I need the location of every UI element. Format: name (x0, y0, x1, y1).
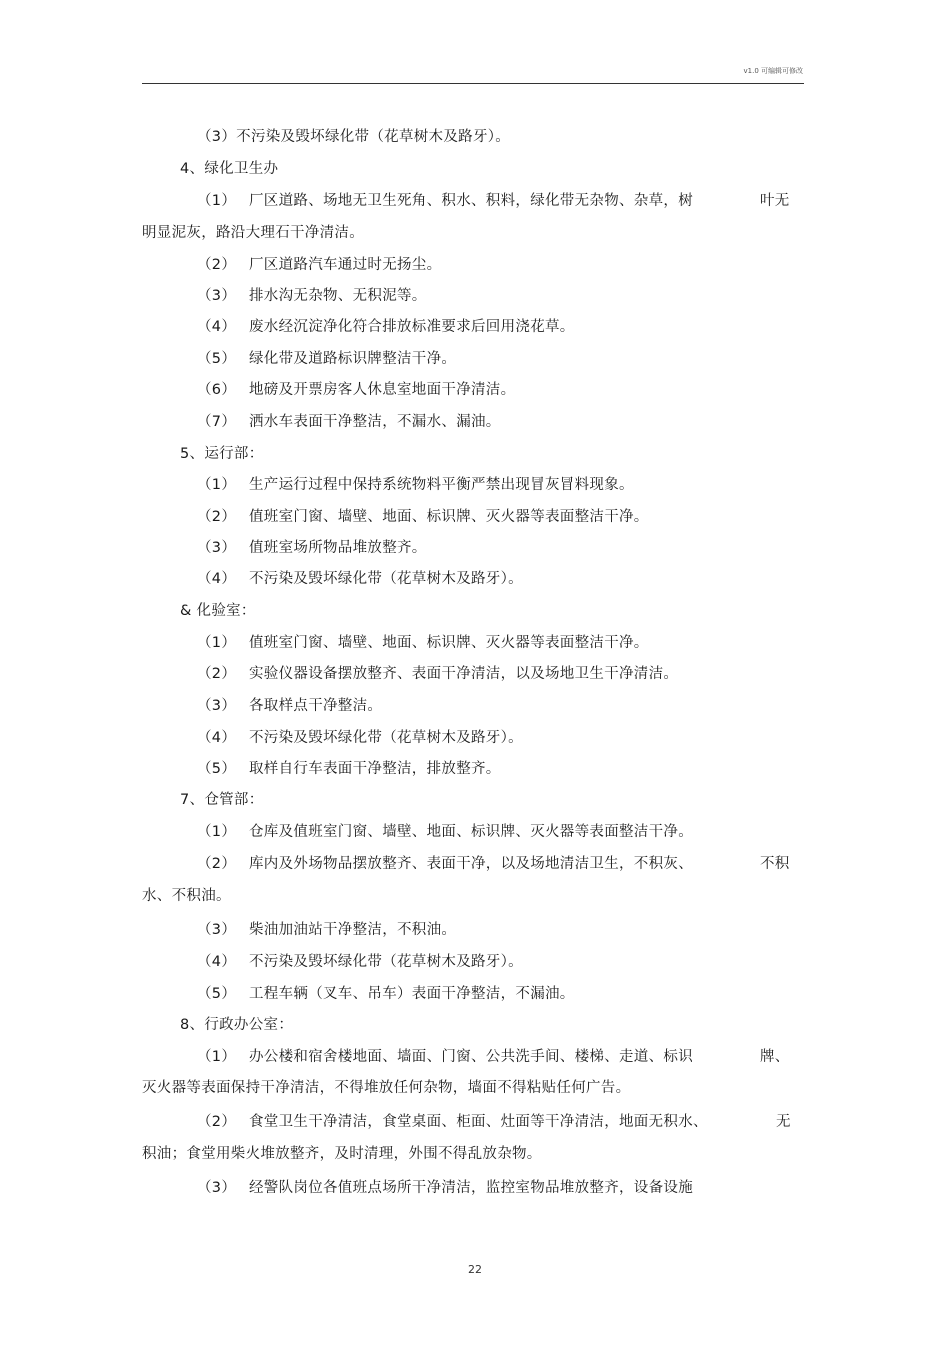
item-text: 洒水车表面干净整洁，不漏水、漏油。 (249, 414, 501, 430)
list-item (197, 921, 456, 939)
list-item (197, 350, 456, 368)
item-text: 不污染及毁坏绿化带（花草树木及路牙）。 (249, 954, 523, 970)
item-text-continuation: 水、不积油。 (142, 888, 231, 904)
page-number: 22 (468, 1263, 482, 1276)
item-text: 值班室门窗、墙壁、地面、标识牌、灭火器等表面整洁干净。 (249, 509, 649, 525)
list-item (197, 729, 523, 747)
item-number: （4） (197, 571, 237, 587)
item-number: （3） (197, 922, 237, 938)
list-item (197, 381, 515, 399)
section-heading: 8、行政办公室： (180, 1017, 294, 1033)
list-item (197, 539, 427, 557)
section-heading: 5、运行部： (180, 446, 264, 462)
item-number: （3） (197, 540, 237, 556)
item-text: 值班室场所物品堆放整齐。 (249, 540, 427, 556)
list-item (197, 1113, 708, 1131)
item-number: （2） (197, 1114, 237, 1130)
item-text: 工程车辆（叉车、吊车）表面干净整洁，不漏油。 (249, 986, 575, 1002)
item-number: （1） (197, 1049, 237, 1065)
item-text: 值班室门窗、墙壁、地面、标识牌、灭火器等表面整洁干净。 (249, 635, 649, 651)
item-number: （1） (197, 477, 237, 493)
list-item (197, 192, 693, 210)
section-heading: & 化验室： (180, 603, 256, 619)
item-text: 办公楼和宿舍楼地面、墙面、门窗、公共洗手间、楼梯、走道、标识 (249, 1049, 693, 1065)
item-text: 不污染及毁坏绿化带（花草树木及路牙）。 (236, 129, 511, 145)
list-item (197, 634, 649, 652)
item-text: 经警队岗位各值班点场所干净清洁，监控室物品堆放整齐，设备设施 (249, 1180, 693, 1196)
item-number: （5） (197, 351, 237, 367)
list-item (197, 823, 693, 841)
item-text: 实验仪器设备摆放整齐、表面干净清洁，以及场地卫生干净清洁。 (249, 666, 679, 682)
list-item (197, 760, 501, 778)
list-item (197, 287, 427, 305)
list-item (197, 413, 501, 431)
header-version-text: v1.0 可编辑可修改 (743, 67, 803, 75)
item-text-tail: 不积 (760, 856, 790, 872)
item-number: （3） (197, 129, 237, 145)
section-heading: 4、绿化卫生办 (180, 161, 279, 177)
item-text: 地磅及开票房客人休息室地面干净清洁。 (249, 382, 516, 398)
item-number: （2） (197, 257, 237, 273)
list-item (197, 570, 523, 588)
item-number: （5） (197, 761, 237, 777)
item-text-continuation: 灭火器等表面保持干净清洁，不得堆放任何杂物，墙面不得粘贴任何广告。 (142, 1080, 631, 1096)
item-text: 各取样点干净整洁。 (249, 698, 383, 714)
item-number: （1） (197, 824, 237, 840)
item-text-tail: 叶无 (760, 193, 790, 209)
item-number: （3） (197, 1180, 237, 1196)
item-number: （2） (197, 856, 237, 872)
item-number: （2） (197, 509, 237, 525)
item-number: （1） (197, 193, 237, 209)
list-item (197, 855, 693, 873)
item-number: （1） (197, 635, 237, 651)
list-item (197, 1048, 693, 1066)
item-number: （2） (197, 666, 237, 682)
list-item (197, 665, 678, 683)
item-number: （6） (197, 382, 237, 398)
item-text: 厂区道路汽车通过时无扬尘。 (249, 257, 442, 273)
item-text-tail: 无 (776, 1114, 791, 1130)
list-item (197, 953, 523, 971)
list-item (197, 256, 441, 274)
list-item (197, 476, 634, 494)
item-text: 排水沟无杂物、无积泥等。 (249, 288, 427, 304)
item-text: 食堂卫生干净清洁，食堂桌面、柜面、灶面等干净清洁，地面无积水、 (249, 1114, 708, 1130)
item-text-continuation: 明显泥灰，路沿大理石干净清洁。 (142, 225, 364, 241)
item-number: （3） (197, 288, 237, 304)
item-text: 绿化带及道路标识牌整洁干净。 (249, 351, 457, 367)
list-item (197, 508, 649, 526)
list-item (197, 1179, 693, 1197)
item-number: （4） (197, 730, 237, 746)
item-number: （4） (197, 954, 237, 970)
item-text: 废水经沉淀净化符合排放标准要求后回用浇花草。 (249, 319, 575, 335)
item-text: 取样自行车表面干净整洁，排放整齐。 (249, 761, 501, 777)
item-text: 库内及外场物品摆放整齐、表面干净，以及场地清洁卫生，不积灰、 (249, 856, 693, 872)
item-number: （3） (197, 698, 237, 714)
item-text: 不污染及毁坏绿化带（花草树木及路牙）。 (249, 571, 523, 587)
item-text: 厂区道路、场地无卫生死角、积水、积料，绿化带无杂物、杂草，树 (249, 193, 693, 209)
header-rule (142, 83, 804, 84)
item-number: （4） (197, 319, 237, 335)
item-number: （5） (197, 986, 237, 1002)
item-text: 不污染及毁坏绿化带（花草树木及路牙）。 (249, 730, 523, 746)
list-item (197, 128, 510, 146)
item-text-continuation: 积油；食堂用柴火堆放整齐，及时清理，外围不得乱放杂物。 (142, 1146, 542, 1162)
section-heading: 7、仓管部： (180, 792, 264, 808)
item-text: 仓库及值班室门窗、墙壁、地面、标识牌、灭火器等表面整洁干净。 (249, 824, 693, 840)
item-text: 生产运行过程中保持系统物料平衡严禁出现冒灰冒料现象。 (249, 477, 634, 493)
list-item (197, 318, 575, 336)
list-item (197, 697, 382, 715)
item-text: 柴油加油站干净整洁，不积油。 (249, 922, 457, 938)
list-item (197, 985, 575, 1003)
item-text-tail: 牌、 (760, 1049, 790, 1065)
item-number: （7） (197, 414, 237, 430)
